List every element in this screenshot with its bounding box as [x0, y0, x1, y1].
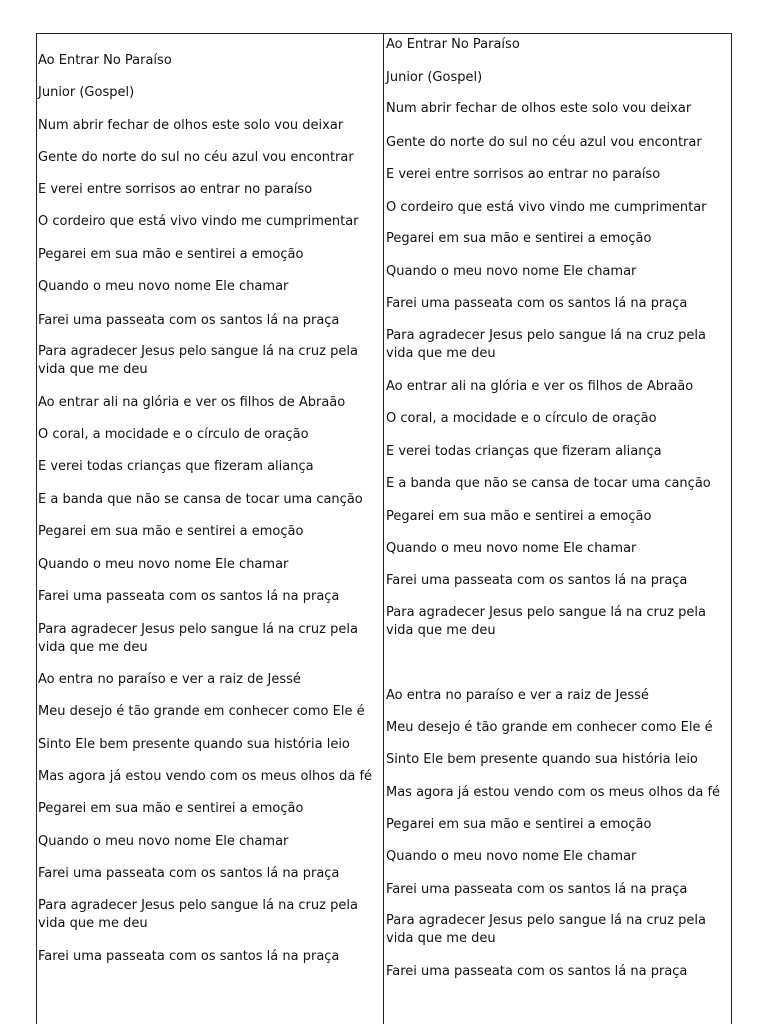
lyric-line: Mas agora já estou vendo com os meus olhos da fé: [38, 769, 373, 784]
lyric-line: Pegarei em sua mão e sentirei a emoção: [38, 524, 304, 539]
lyric-line: Farei uma passeata com os santos lá na praça: [38, 313, 340, 328]
lyric-line: Gente do norte do sul no céu azul vou encontrar: [386, 135, 702, 150]
lyric-line: Para agradecer Jesus pelo sangue lá na cruz pela vida que me deu: [38, 898, 358, 931]
lyric-line: E verei todas crianças que fizeram aliança: [386, 444, 662, 459]
lyric-line: Ao Entrar No Paraíso: [386, 37, 520, 52]
lyric-line: Num abrir fechar de olhos este solo vou deixar: [38, 118, 344, 133]
lyric-line: Quando o meu novo nome Ele chamar: [38, 834, 289, 849]
lyric-line: O coral, a mocidade e o círculo de oração: [386, 411, 657, 426]
lyric-line: E verei entre sorrisos ao entrar no paraíso: [38, 182, 313, 197]
lyric-line: O cordeiro que está vivo vindo me cumprimentar: [386, 200, 707, 215]
lyric-line: Meu desejo é tão grande em conhecer como Ele é: [386, 720, 713, 735]
lyric-line: Farei uma passeata com os santos lá na praça: [38, 949, 340, 964]
lyric-line: E a banda que não se cansa de tocar uma canção: [386, 476, 711, 491]
lyric-line: Quando o meu novo nome Ele chamar: [386, 849, 637, 864]
lyric-line: Num abrir fechar de olhos este solo vou deixar: [386, 101, 692, 116]
lyric-line: Para agradecer Jesus pelo sangue lá na cruz pela vida que me deu: [38, 344, 358, 377]
lyric-line: Quando o meu novo nome Ele chamar: [386, 264, 637, 279]
left-border: [36, 33, 37, 1024]
lyric-line: Para agradecer Jesus pelo sangue lá na cruz pela vida que me deu: [386, 913, 706, 946]
lyric-line: Pegarei em sua mão e sentirei a emoção: [38, 801, 304, 816]
lyric-line: Farei uma passeata com os santos lá na praça: [386, 964, 688, 979]
lyric-line: Para agradecer Jesus pelo sangue lá na cruz pela vida que me deu: [386, 328, 706, 361]
lyric-line: E verei entre sorrisos ao entrar no paraíso: [386, 167, 661, 182]
lyric-line: Pegarei em sua mão e sentirei a emoção: [386, 231, 652, 246]
lyric-line: O cordeiro que está vivo vindo me cumprimentar: [38, 214, 359, 229]
lyric-line: Farei uma passeata com os santos lá na praça: [386, 573, 688, 588]
lyric-line: Junior (Gospel): [38, 85, 135, 100]
lyric-line: Junior (Gospel): [386, 70, 483, 85]
lyric-line: Ao entra no paraíso e ver a raiz de Jessé: [38, 672, 301, 687]
lyric-line: Para agradecer Jesus pelo sangue lá na cruz pela vida que me deu: [38, 622, 358, 655]
lyric-line: Mas agora já estou vendo com os meus olhos da fé: [386, 785, 721, 800]
lyric-line: Farei uma passeata com os santos lá na praça: [38, 866, 340, 881]
lyric-line: Farei uma passeata com os santos lá na praça: [386, 882, 688, 897]
lyric-line: E verei todas crianças que fizeram aliança: [38, 459, 314, 474]
lyric-line: Meu desejo é tão grande em conhecer como Ele é: [38, 704, 365, 719]
lyric-line: Sinto Ele bem presente quando sua história leio: [38, 737, 350, 752]
lyric-line: Quando o meu novo nome Ele chamar: [38, 279, 289, 294]
lyric-line: Sinto Ele bem presente quando sua história leio: [386, 752, 698, 767]
lyric-line: Farei uma passeata com os santos lá na praça: [38, 589, 340, 604]
lyric-line: Ao Entrar No Paraíso: [38, 53, 172, 68]
lyric-line: Ao entra no paraíso e ver a raiz de Jessé: [386, 688, 649, 703]
lyric-line: Ao entrar ali na glória e ver os filhos de Abraão: [386, 379, 694, 394]
lyric-line: Quando o meu novo nome Ele chamar: [386, 541, 637, 556]
lyric-line: Gente do norte do sul no céu azul vou encontrar: [38, 150, 354, 165]
lyric-line: Farei uma passeata com os santos lá na praça: [386, 296, 688, 311]
lyric-line: Quando o meu novo nome Ele chamar: [38, 557, 289, 572]
lyric-line: Pegarei em sua mão e sentirei a emoção: [386, 509, 652, 524]
lyric-line: Ao entrar ali na glória e ver os filhos de Abraão: [38, 395, 346, 410]
lyric-line: Pegarei em sua mão e sentirei a emoção: [38, 247, 304, 262]
lyric-line: Pegarei em sua mão e sentirei a emoção: [386, 817, 652, 832]
lyric-line: Para agradecer Jesus pelo sangue lá na cruz pela vida que me deu: [386, 605, 706, 638]
right-border: [731, 33, 732, 1024]
column-divider: [383, 33, 384, 1024]
lyric-line: E a banda que não se cansa de tocar uma canção: [38, 492, 363, 507]
lyric-line: O coral, a mocidade e o círculo de oração: [38, 427, 309, 442]
